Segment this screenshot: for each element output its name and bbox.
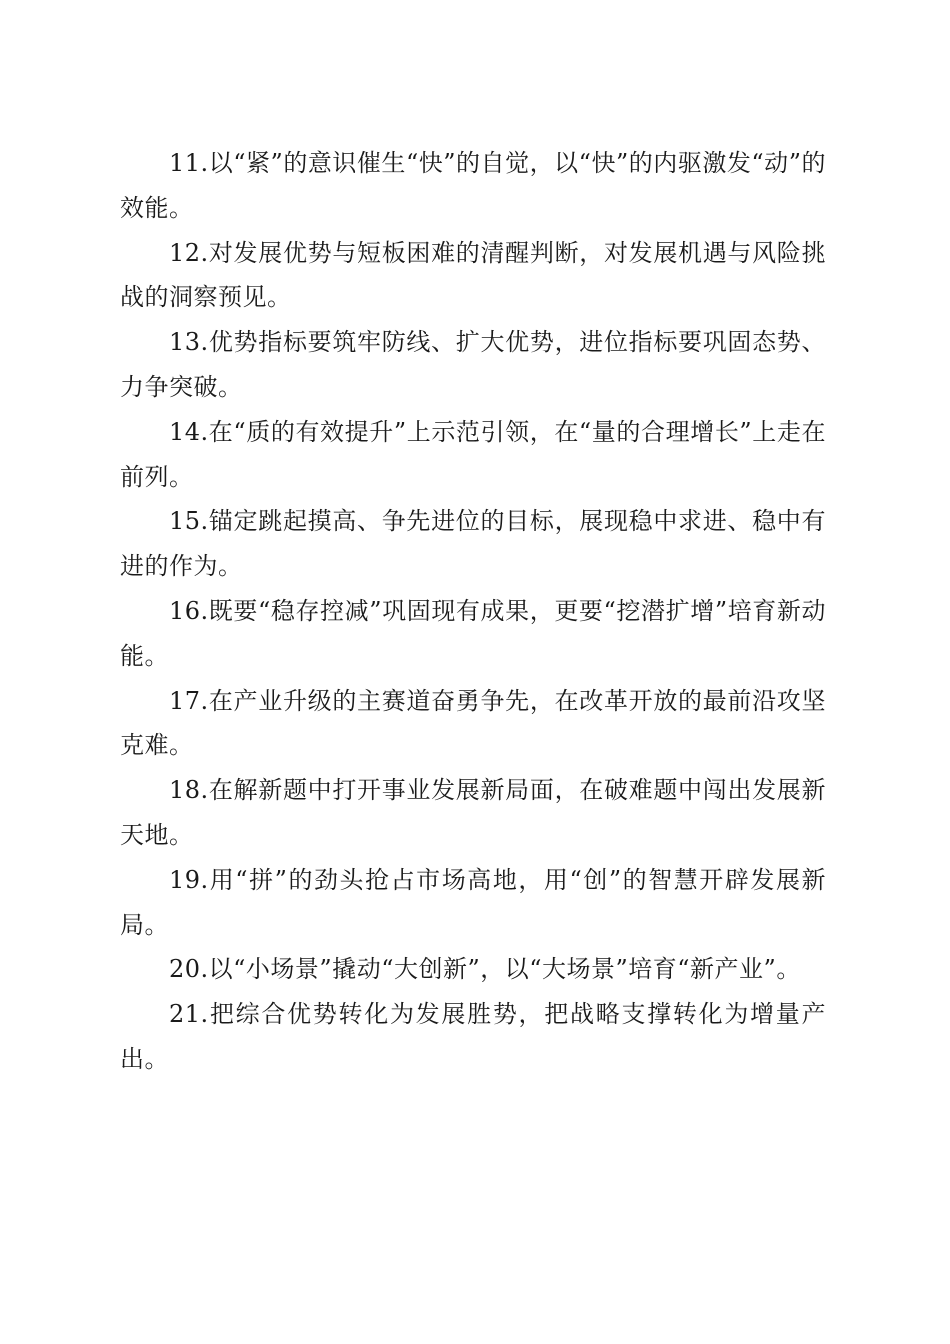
document-body [120, 141, 826, 1082]
list-item-21: 21.把综合优势转化为发展胜势，把战略支撑转化为增量产出。 [120, 1000, 826, 1073]
list-item-20: 20.以“小场景”撬动“大创新”，以“大场景”培育“新产业”。 [169, 955, 801, 984]
list-item-14: 14.在“质的有效提升”上示范引领，在“量的合理增长”上走在前列。 [120, 417, 826, 491]
list-item-15: 15.锚定跳起摸高、争先进位的目标，展现稳中求进、稳中有进的作为。 [120, 507, 826, 581]
list-item-17: 17.在产业升级的主赛道奋勇争先，在改革开放的最前沿攻坚克难。 [120, 686, 826, 760]
list-item-19: 19.用“拼”的劲头抢占市场高地，用“创”的智慧开辟发展新局。 [120, 865, 826, 939]
list-item-12: 12.对发展优势与短板困难的清醒判断，对发展机遇与风险挑战的洞察预见。 [120, 238, 826, 312]
list-item-18: 18.在解新题中打开事业发展新局面，在破难题中闯出发展新天地。 [120, 776, 826, 849]
list-item-11: 11.以“紧”的意识催生“快”的自觉，以“快”的内驱激发“动”的效能。 [120, 149, 826, 222]
list-item-13: 13.优势指标要筑牢防线、扩大优势，进位指标要巩固态势、力争突破。 [120, 328, 826, 401]
list-item-16: 16.既要“稳存控减”巩固现有成果，更要“挖潜扩增”培育新动能。 [120, 596, 826, 670]
